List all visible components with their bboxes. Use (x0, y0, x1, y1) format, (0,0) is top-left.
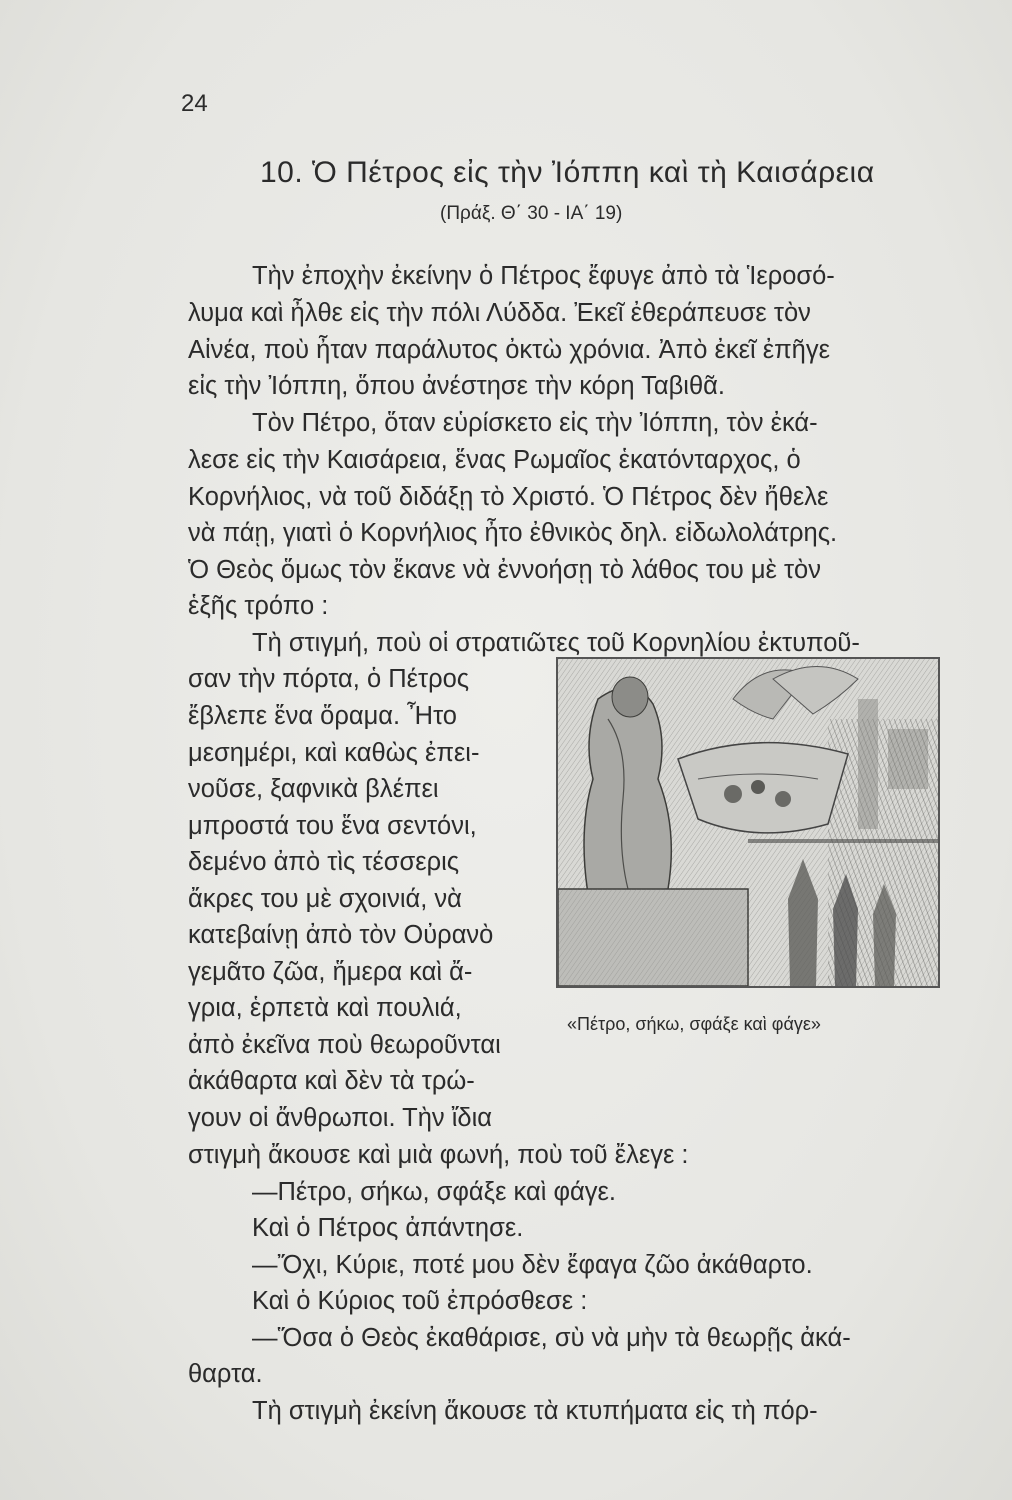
text-line: στιγμὴ ἄκουσε καὶ μιὰ φωνή, ποὺ τοῦ ἔλεγε : (188, 1141, 689, 1169)
text-line: σαν τὴν πόρτα, ὁ Πέτρος (188, 665, 470, 693)
text-line: —Ὅσα ὁ Θεὸς ἐκαθάρισε, σὺ νὰ μὴν τὰ θεωρῇς ἀκά- (252, 1324, 851, 1352)
text-line: Ὁ Θεὸς ὅμως τὸν ἔκανε νὰ ἐννοήσῃ τὸ λάθος του μὲ τὸν (188, 556, 821, 584)
text-line: —Ὄχι, Κύριε, ποτέ μου δὲν ἔφαγα ζῶο ἀκάθαρτο. (252, 1251, 813, 1279)
text-line: Καὶ ὁ Κύριος τοῦ ἐπρόσθεσε : (252, 1287, 588, 1315)
text-line: γεμᾶτο ζῶα, ἥμερα καὶ ἄ- (188, 958, 473, 986)
chapter-title: 10. Ὁ Πέτρος εἰς τὴν Ἰόππη καὶ τὴ Καισάρεια (260, 156, 875, 189)
text-line: δεμένο ἀπὸ τὶς τέσσερις (188, 848, 460, 876)
text-line: ἑξῆς τρόπο : (188, 592, 329, 620)
text-line: εἰς τὴν Ἰόππη, ὅπου ἀνέστησε τὴν κόρη Ταβιθᾶ. (188, 372, 725, 400)
text-line: ἄκρες του μὲ σχοινιά, νὰ (188, 885, 462, 913)
text-line: Τὸν Πέτρο, ὅταν εὑρίσκετο εἰς τὴν Ἰόππη, τὸν ἐκά- (252, 409, 818, 437)
text-line: Αἰνέα, ποὺ ἦταν παράλυτος ὀκτὼ χρόνια. Ἀπὸ ἐκεῖ ἐπῆγε (188, 336, 830, 364)
text-line: —Πέτρο, σήκω, σφάξε καὶ φάγε. (252, 1178, 616, 1206)
illustration-caption: «Πέτρο, σήκω, σφάξε καὶ φάγε» (567, 1014, 821, 1034)
text-line: γουν οἱ ἄνθρωποι. Τὴν ἴδια (188, 1104, 493, 1132)
page-number: 24 (181, 90, 208, 117)
text-line: λυμα καὶ ἦλθε εἰς τὴν πόλι Λύδδα. Ἐκεῖ ἐθεράπευσε τὸν (188, 299, 811, 327)
text-line: Καὶ ὁ Πέτρος ἀπάντησε. (252, 1214, 524, 1242)
text-line: μεσημέρι, καὶ καθὼς ἐπει- (188, 739, 480, 767)
text-line: ἔβλεπε ἕνα ὅραμα. Ἦτο (188, 702, 457, 730)
text-line: λεσε εἰς τὴν Καισάρεια, ἕνας Ρωμαῖος ἑκατόνταρχος, ὁ (188, 446, 801, 474)
engraving-image (558, 659, 938, 986)
text-line: ἀκάθαρτα καὶ δὲν τὰ τρώ- (188, 1067, 475, 1095)
scripture-reference: (Πράξ. Θ΄ 30 - ΙΑ΄ 19) (440, 203, 623, 224)
text-line: θαρτα. (188, 1360, 263, 1388)
text-line: ἀπὸ ἐκεῖνα ποὺ θεωροῦνται (188, 1031, 501, 1059)
text-line: νὰ πάῃ, γιατὶ ὁ Κορνήλιος ἦτο ἐθνικὸς δηλ. εἰδωλολάτρης. (188, 519, 838, 547)
text-line: Τὴ στιγμὴ ἐκείνη ἄκουσε τὰ κτυπήματα εἰς τὴ πόρ- (252, 1397, 818, 1425)
text-line: μπροστά του ἕνα σεντόνι, (188, 812, 477, 840)
text-line: γρια, ἑρπετὰ καὶ πουλιά, (188, 994, 462, 1022)
text-line: Κορνήλιος, νὰ τοῦ διδάξῃ τὸ Χριστό. Ὁ Πέτρος δὲν ἤθελε (188, 483, 829, 511)
text-line: κατεβαίνῃ ἀπὸ τὸν Οὐρανὸ (188, 921, 494, 949)
illustration-peter-vision (556, 657, 940, 988)
text-line: Τὴ στιγμή, ποὺ οἱ στρατιῶτες τοῦ Κορνηλίου ἐκτυποῦ- (252, 629, 860, 657)
text-line: νοῦσε, ξαφνικὰ βλέπει (188, 775, 439, 803)
text-line: Τὴν ἐποχὴν ἐκείνην ὁ Πέτρος ἔφυγε ἀπὸ τὰ Ἱεροσό- (252, 262, 835, 290)
